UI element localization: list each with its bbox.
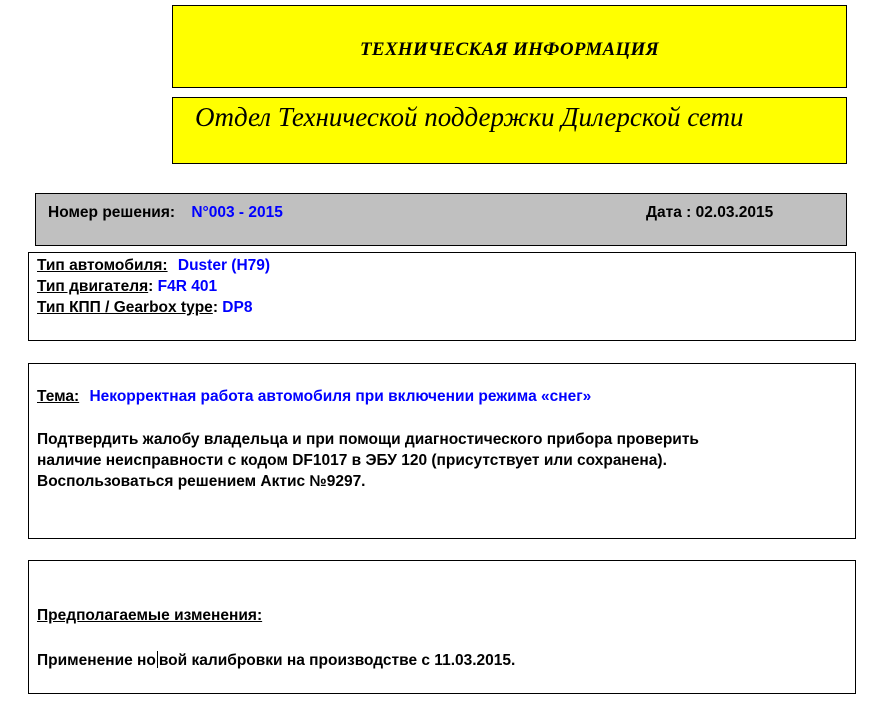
planned-changes-box[interactable] xyxy=(28,560,856,694)
decision-date-label: Дата : xyxy=(646,204,692,221)
subject-body-line-3: Воспользоваться решением Актис №9297. xyxy=(37,473,366,490)
planned-changes-text-part-2: вой калибровки на производстве с 11.03.2015. xyxy=(158,652,516,669)
planned-changes-text-part-1: Применение но xyxy=(37,652,156,669)
decision-header-box xyxy=(35,193,847,246)
department-box xyxy=(172,97,847,164)
vehicle-type-label: Тип автомобиля: xyxy=(37,257,168,274)
engine-type-label: Тип двигателя xyxy=(37,278,149,295)
subject-box xyxy=(28,363,856,539)
document-title-box xyxy=(172,5,847,88)
decision-number-label: Номер решения: xyxy=(48,204,176,221)
department-name: Отдел Технической поддержки Дилерской сети xyxy=(195,102,744,132)
vehicle-info-box xyxy=(28,252,856,341)
subject-body-line-2: наличие неисправности с кодом DF1017 в ЭБУ 120 (присутствует или сохранена). xyxy=(37,452,667,469)
vehicle-type-value: Duster (H79) xyxy=(177,257,271,274)
engine-type-line: Тип двигателя: F4R 401 xyxy=(37,278,218,295)
vehicle-type-line xyxy=(37,257,270,275)
decision-number-value: N°003 - 2015 xyxy=(191,204,283,221)
decision-number-line xyxy=(48,204,283,222)
planned-changes-label: Предполагаемые изменения: xyxy=(37,607,263,624)
planned-changes-text[interactable] xyxy=(37,651,515,670)
subject-value: Некорректная работа автомобиля при включении режима «снег» xyxy=(89,388,592,405)
subject-line xyxy=(37,388,591,406)
document-title: ТЕХНИЧЕСКАЯ ИНФОРМАЦИЯ xyxy=(359,39,660,60)
gearbox-type-line: Тип КПП / Gearbox type: DP8 xyxy=(37,299,253,316)
subject-body-line-1: Подтвердить жалобу владельца и при помощи диагностического прибора проверить xyxy=(37,431,699,448)
decision-date-line xyxy=(646,204,773,222)
text-cursor xyxy=(157,651,158,668)
gearbox-type-value: DP8 xyxy=(222,299,253,316)
engine-type-value: F4R 401 xyxy=(157,278,218,295)
subject-label: Тема: xyxy=(37,388,80,405)
gearbox-type-label: Тип КПП / Gearbox type xyxy=(37,299,213,316)
decision-date-value: 02.03.2015 xyxy=(695,204,774,221)
